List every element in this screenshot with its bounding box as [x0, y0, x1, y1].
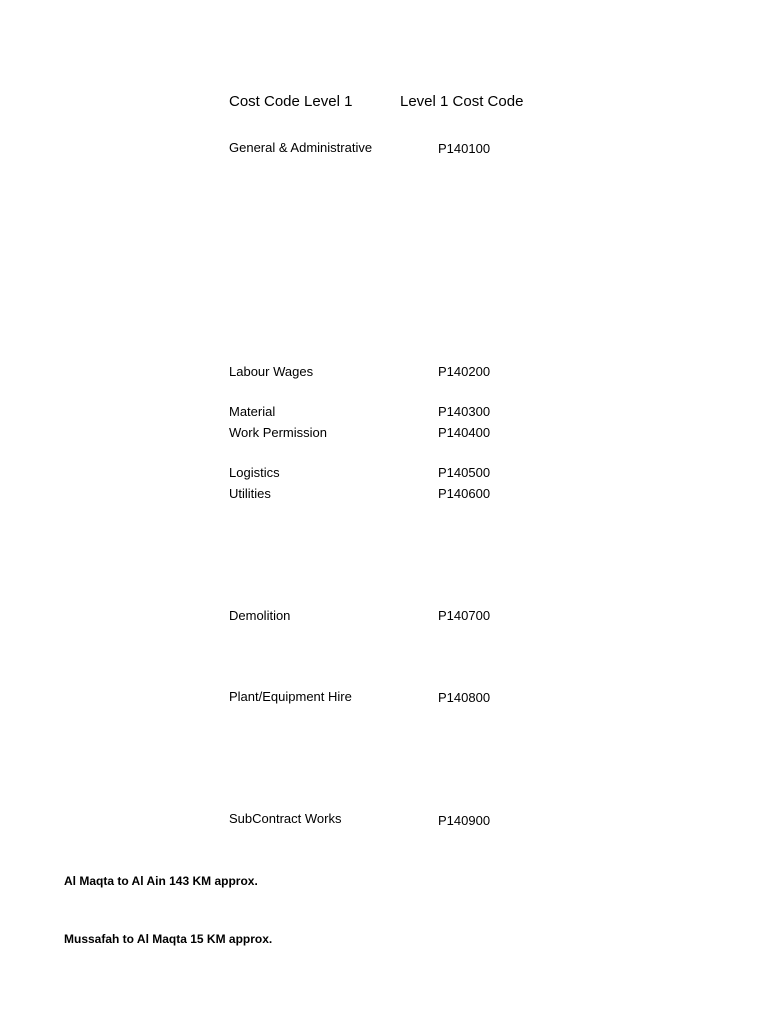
- cost-code-name: General & Administrative: [229, 140, 373, 155]
- table-row: [0, 810, 768, 830]
- cost-code-name: Demolition: [229, 608, 291, 623]
- cost-code-value: P140900: [438, 813, 491, 828]
- cost-code-value: P140700: [438, 608, 491, 623]
- distance-note: Al Maqta to Al Ain 143 KM approx.: [64, 874, 258, 888]
- table-row: [0, 464, 768, 484]
- table-row: [0, 607, 768, 627]
- cost-code-value: P140100: [438, 141, 491, 156]
- cost-code-name: Logistics: [229, 465, 280, 480]
- distance-note: Mussafah to Al Maqta 15 KM approx.: [64, 932, 273, 946]
- table-row: [0, 363, 768, 383]
- cost-code-value: P140300: [438, 404, 491, 419]
- cost-code-name: Work Permission: [229, 425, 328, 440]
- table-row: [0, 403, 768, 423]
- cost-code-name: Plant/Equipment Hire: [229, 689, 352, 704]
- cost-code-value: P140800: [438, 690, 491, 705]
- cost-code-name: SubContract Works: [229, 811, 342, 826]
- table-row: [0, 139, 768, 159]
- cost-code-value: P140200: [438, 364, 491, 379]
- cost-code-value: P140500: [438, 465, 491, 480]
- cost-code-name: Utilities: [229, 486, 271, 501]
- cost-code-name: Material: [229, 404, 276, 419]
- table-row: [0, 424, 768, 444]
- cost-code-value: P140400: [438, 425, 491, 440]
- column-header-level-1-cost-code: Level 1 Cost Code: [400, 93, 524, 110]
- cost-code-value: P140600: [438, 486, 491, 501]
- column-header-cost-code-level-1: Cost Code Level 1: [229, 93, 353, 110]
- table-row: [0, 688, 768, 708]
- table-row: [0, 485, 768, 505]
- cost-code-name: Labour Wages: [229, 364, 314, 379]
